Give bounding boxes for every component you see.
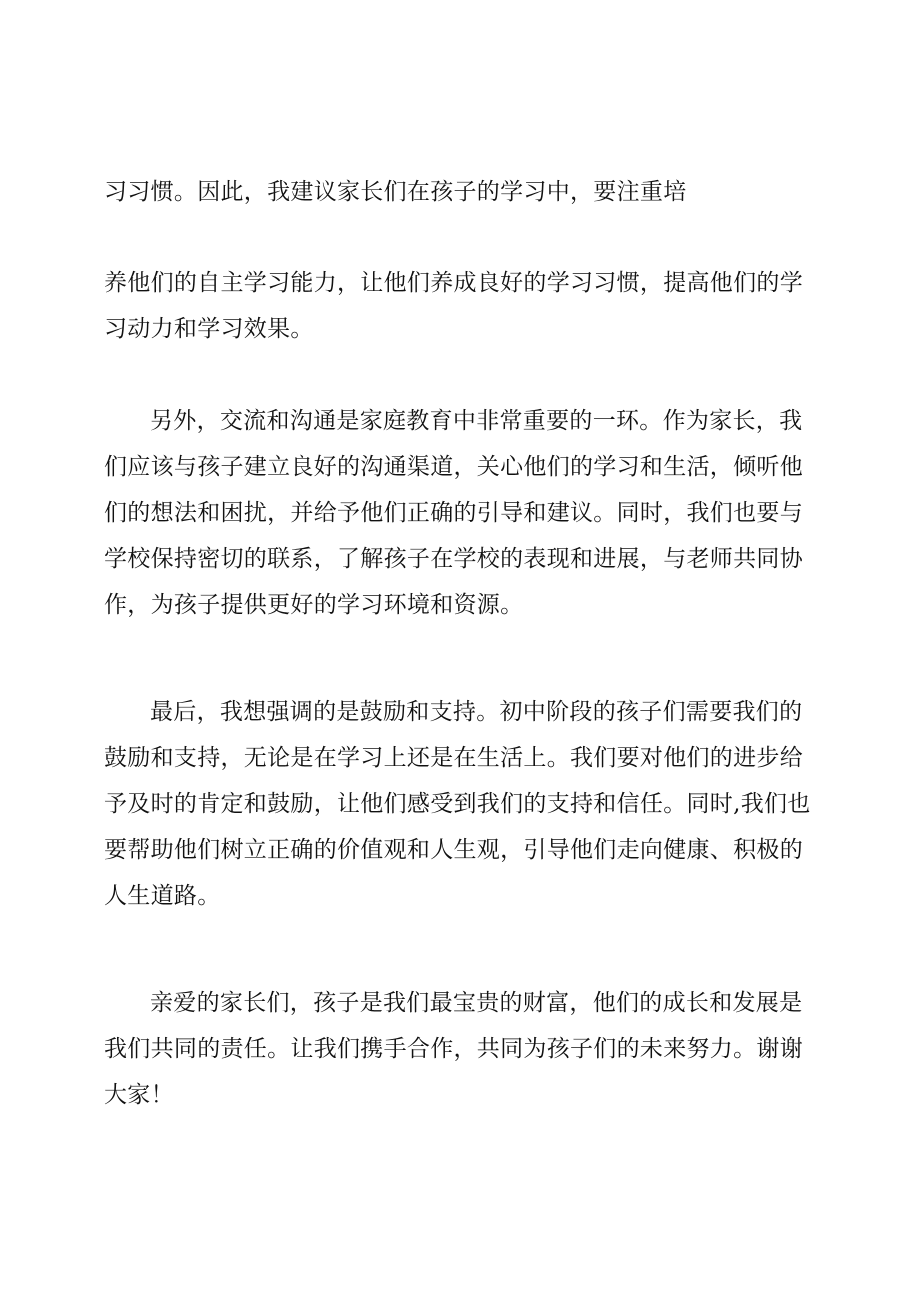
text-line: 鼓励和支持，无论是在学习上还是在生活上。我们要对他们的进步给 <box>104 745 803 771</box>
text-line: 学校保持密切的联系，了解孩子在学校的表现和进展，与老师共同协 <box>104 546 803 572</box>
text-line: 最后，我想强调的是鼓励和支持。初中阶段的孩子们需要我们的 <box>150 699 803 725</box>
text-line: 大家！ <box>104 1082 174 1108</box>
text-line: 我们共同的责任。让我们携手合作，共同为孩子们的未来努力。谢谢 <box>104 1036 803 1062</box>
text-line: 亲爱的家长们，孩子是我们最宝贵的财富，他们的成长和发展是 <box>150 990 803 1016</box>
text-line: 习习惯。因此，我建议家长们在孩子的学习中，要注重培 <box>104 179 687 205</box>
text-line: 作，为孩子提供更好的学习环境和资源。 <box>104 592 524 618</box>
text-line: 们的想法和困扰，并给予他们正确的引导和建议。同时，我们也要与 <box>104 500 803 526</box>
text-line: 习动力和学习效果。 <box>104 316 314 342</box>
text-line: 予及时的肯定和鼓励，让他们感受到我们的支持和信任。同时,我们也 <box>104 791 811 817</box>
text-line: 人生道路。 <box>104 883 221 909</box>
text-line: 另外，交流和沟通是家庭教育中非常重要的一环。作为家长，我 <box>150 408 803 434</box>
text-line: 要帮助他们树立正确的价值观和人生观，引导他们走向健康、积极的 <box>104 837 803 863</box>
text-line: 养他们的自主学习能力，让他们养成良好的学习习惯，提高他们的学 <box>104 270 803 296</box>
text-line: 们应该与孩子建立良好的沟通渠道，关心他们的学习和生活，倾听他 <box>104 454 803 480</box>
